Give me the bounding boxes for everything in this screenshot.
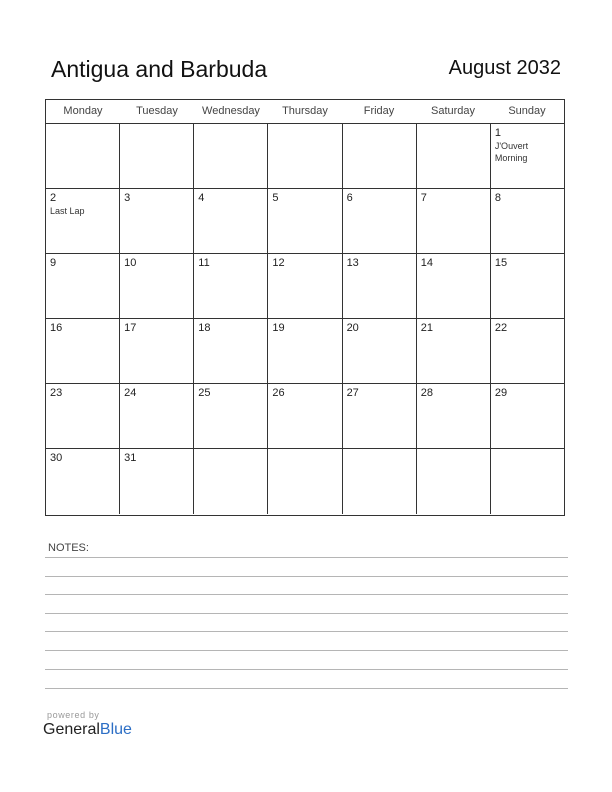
day-cell [417, 449, 491, 514]
week-row [46, 319, 564, 384]
day-number: 28 [420, 387, 433, 399]
day-number: 31 [124, 452, 137, 464]
day-number: 18 [198, 322, 211, 334]
day-cell [120, 189, 194, 253]
day-cell [194, 189, 268, 253]
day-cell [491, 189, 564, 253]
weekday-header-friday: Friday [363, 105, 395, 117]
notes-label: NOTES: [48, 542, 89, 554]
notes-line [45, 650, 568, 651]
day-cell [491, 319, 564, 383]
day-cell [417, 319, 491, 383]
notes-line [45, 576, 568, 577]
day-cell [120, 254, 194, 318]
day-number: 12 [272, 257, 285, 269]
day-number: 11 [198, 257, 210, 269]
day-number: 2 [50, 192, 57, 204]
day-cell [268, 384, 342, 448]
day-cell [343, 384, 417, 448]
day-number: 10 [124, 257, 137, 269]
week-row [46, 254, 564, 319]
calendar-grid [45, 99, 565, 516]
weekday-header-wednesday: Wednesday [202, 105, 260, 117]
brand-blue-text: Blue [99, 721, 132, 738]
day-number: 4 [198, 192, 205, 204]
notes-line [45, 613, 568, 614]
day-cell [343, 124, 417, 188]
calendar-month: August 2032 [448, 57, 561, 79]
day-number: 6 [346, 192, 353, 204]
day-cell [194, 384, 268, 448]
weekday-header-thursday: Thursday [282, 105, 328, 117]
day-cell [46, 189, 120, 253]
day-number: 21 [420, 322, 433, 334]
day-cell [46, 449, 120, 514]
day-cell [194, 449, 268, 514]
week-row [46, 124, 564, 189]
day-cell [46, 254, 120, 318]
day-number: 1 [494, 127, 501, 139]
day-cell [417, 189, 491, 253]
day-number: 15 [494, 257, 508, 269]
day-number: 27 [346, 387, 359, 399]
day-cell [343, 189, 417, 253]
day-cell [194, 254, 268, 318]
day-number: 7 [420, 192, 427, 204]
day-cell [417, 124, 491, 188]
day-number: 19 [272, 322, 285, 334]
weekday-header-sunday: Sunday [508, 105, 546, 117]
day-number: 26 [272, 387, 285, 399]
generalblue-logo[interactable] [43, 721, 132, 739]
day-number: 29 [494, 387, 508, 399]
day-cell [417, 384, 491, 448]
day-cell [491, 254, 564, 318]
day-number: 22 [494, 322, 508, 334]
notes-line [45, 557, 568, 558]
week-row [46, 384, 564, 449]
day-cell [120, 384, 194, 448]
day-number: 23 [50, 387, 63, 399]
day-number: 3 [124, 192, 131, 204]
calendar-title: Antigua and Barbuda [51, 56, 268, 82]
day-cell [194, 319, 268, 383]
week-row [46, 189, 564, 254]
weekday-header-monday: Monday [63, 105, 103, 117]
day-cell [268, 254, 342, 318]
day-cell [120, 124, 194, 188]
notes-line [45, 594, 568, 595]
day-number: 30 [50, 452, 63, 464]
day-number: 14 [420, 257, 433, 269]
day-number: 25 [198, 387, 211, 399]
day-cell [417, 254, 491, 318]
day-number: 5 [272, 192, 279, 204]
day-cell [491, 124, 564, 188]
day-cell [343, 319, 417, 383]
day-number: 16 [50, 322, 63, 334]
powered-by-text: powered by [47, 710, 100, 720]
day-cell [343, 449, 417, 514]
day-cell [491, 449, 564, 514]
notes-line [45, 688, 568, 689]
notes-line [45, 631, 568, 632]
day-number: 13 [346, 257, 359, 269]
brand-general-text: General [43, 721, 100, 738]
weekday-header-row [46, 100, 564, 124]
day-cell [46, 384, 120, 448]
notes-line [45, 669, 568, 670]
day-cell [46, 319, 120, 383]
day-cell [268, 449, 342, 514]
day-event: J'Ouvert Morning [494, 141, 529, 163]
day-number: 20 [346, 322, 359, 334]
day-number: 17 [124, 322, 137, 334]
day-cell [46, 124, 120, 188]
day-cell [491, 384, 564, 448]
day-number: 24 [124, 387, 137, 399]
day-number: 8 [494, 192, 501, 204]
day-cell [268, 319, 342, 383]
day-cell [268, 189, 342, 253]
day-cell [268, 124, 342, 188]
week-row [46, 449, 564, 514]
day-cell [194, 124, 268, 188]
day-cell [120, 449, 194, 514]
day-cell [120, 319, 194, 383]
weekday-header-tuesday: Tuesday [136, 105, 178, 117]
day-cell [343, 254, 417, 318]
weekday-header-saturday: Saturday [430, 105, 476, 117]
day-event: Last Lap [50, 206, 85, 216]
day-number: 9 [50, 257, 57, 269]
